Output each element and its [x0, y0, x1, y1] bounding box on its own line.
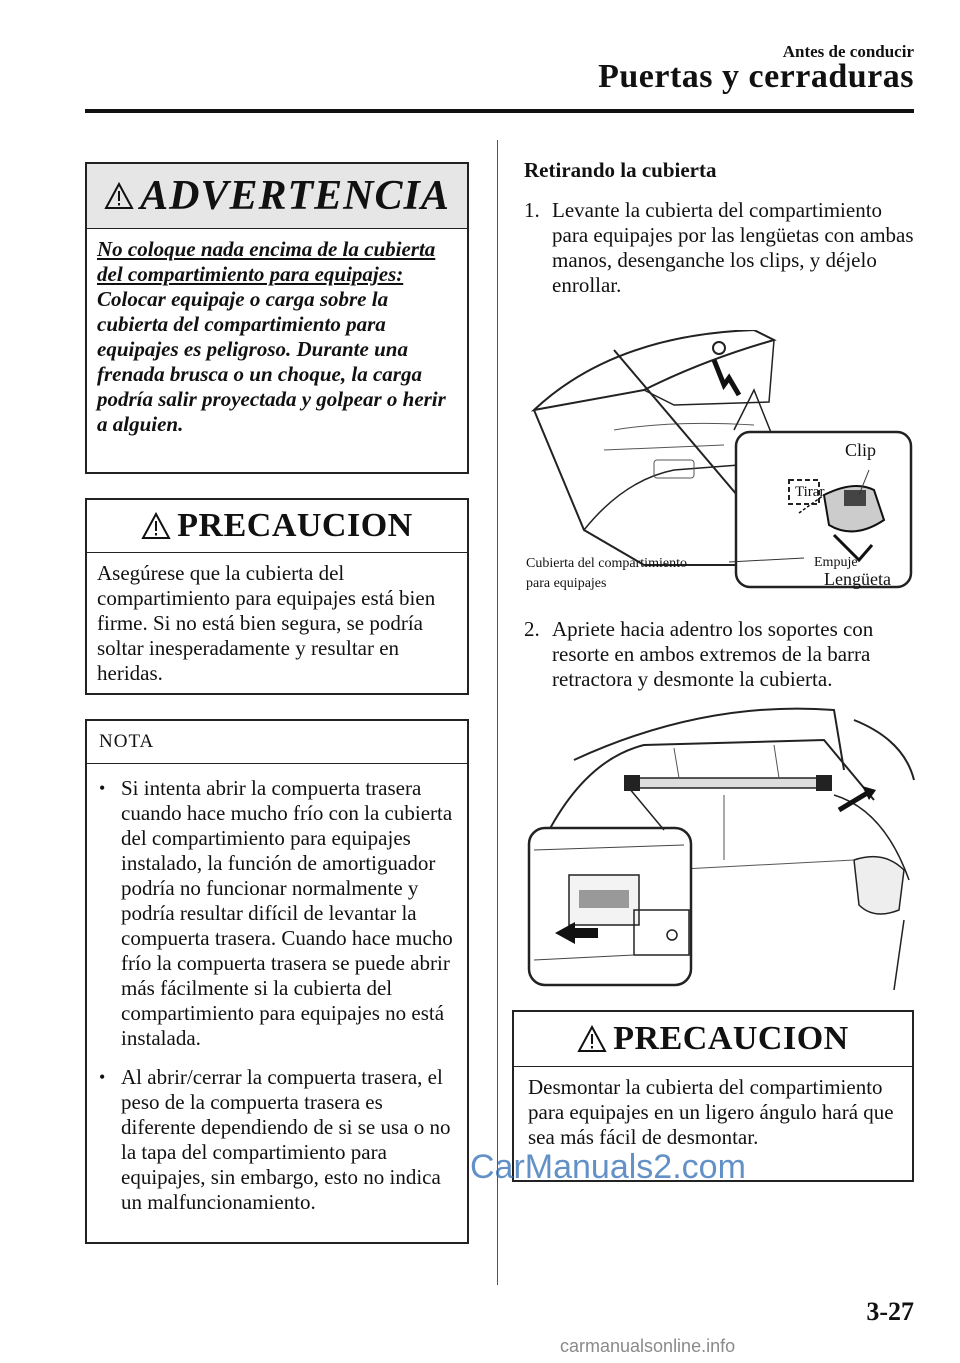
warning-title: ADVERTENCIA	[140, 173, 450, 219]
label-empuje: Empuje	[814, 555, 858, 570]
figure-remove-cover-bar	[524, 700, 916, 990]
warning-triangle-icon	[141, 512, 171, 540]
caution-text: Asegúrese que la cubierta del compartimiento para equipajes está bien firme. Si no está bien segura, se podría soltar inesperadamente y resultar en heridas.	[97, 561, 436, 685]
label-cubierta-2: para equipajes	[526, 576, 607, 591]
caution-header	[87, 500, 467, 553]
note-item: • Si intenta abrir la compuerta trasera cuando hace mucho frío con la cubierta del compartimiento para equipajes instalado, la función de amortiguador podría no funcionar normalmente y podría resultar difícil de levantar la compuerta trasera. Cuando hace mucho frío la compuerta trasera se puede abrir más fácilmente si la cubierta del compartimiento para equipajes no está instalada.	[99, 776, 455, 1051]
caution-header	[514, 1012, 912, 1067]
warning-text: Colocar equipaje o carga sobre la cubierta del compartimiento para equipajes es peligroso. Durante una frenada brusca o un choque, la carga podría salir proyectada y golpear o herir a alguien.	[97, 287, 446, 436]
note-list	[87, 764, 467, 1239]
warning-lead: No coloque nada encima de la cubierta del compartimiento para equipajes:	[97, 237, 436, 286]
step-text: Levante la cubierta del compartimiento para equipajes por las lengüetas con ambas manos, desenganche los clips, y déjelo enrollar.	[552, 198, 914, 297]
warning-body	[87, 229, 467, 447]
page-number: 3-27	[866, 1297, 914, 1326]
header-rule	[85, 109, 914, 113]
footer-watermark: carmanualsonline.info	[560, 1336, 736, 1356]
step-number: 1.	[524, 198, 540, 222]
note-item: • Al abrir/cerrar la compuerta trasera, el peso de la compuerta trasera es diferente dependiendo de si se usa o no la tapa del compartimiento para equipajes, sin embargo, esto no indica un malfuncionamiento.	[99, 1065, 455, 1215]
caution-title: PRECAUCION	[177, 507, 413, 544]
watermark-logo: CarManuals2.com	[470, 1148, 746, 1186]
page-title: Puertas y cerraduras	[598, 58, 914, 95]
section-subtitle: Antes de conducir	[782, 42, 914, 61]
label-lengueta: Lengüeta	[824, 569, 891, 589]
column-divider	[497, 140, 498, 1285]
caution-text: Desmontar la cubierta del compartimiento para equipajes en un ligero ángulo hará que sea más fácil de desmontar.	[528, 1075, 894, 1149]
section-heading: Retirando la cubierta	[524, 158, 717, 182]
step-2	[524, 617, 919, 692]
figure-remove-cover-clips	[524, 330, 916, 592]
warning-triangle-icon	[104, 182, 134, 210]
label-cubierta-1: Cubierta del compartimiento	[526, 556, 687, 571]
warning-header	[87, 164, 467, 229]
step-number: 2.	[524, 617, 540, 641]
step-1	[524, 198, 919, 298]
warning-triangle-icon	[577, 1025, 607, 1053]
label-clip: Clip	[845, 440, 877, 460]
note-title: NOTA	[87, 721, 467, 764]
note-box	[85, 719, 469, 1244]
warning-box	[85, 162, 469, 474]
label-tirar: Tirar	[795, 484, 825, 500]
caution-box	[85, 498, 469, 695]
caution-title: PRECAUCION	[613, 1020, 849, 1057]
step-text: Apriete hacia adentro los soportes con resorte en ambos extremos de la barra retractora y desmonte la cubierta.	[552, 617, 874, 691]
